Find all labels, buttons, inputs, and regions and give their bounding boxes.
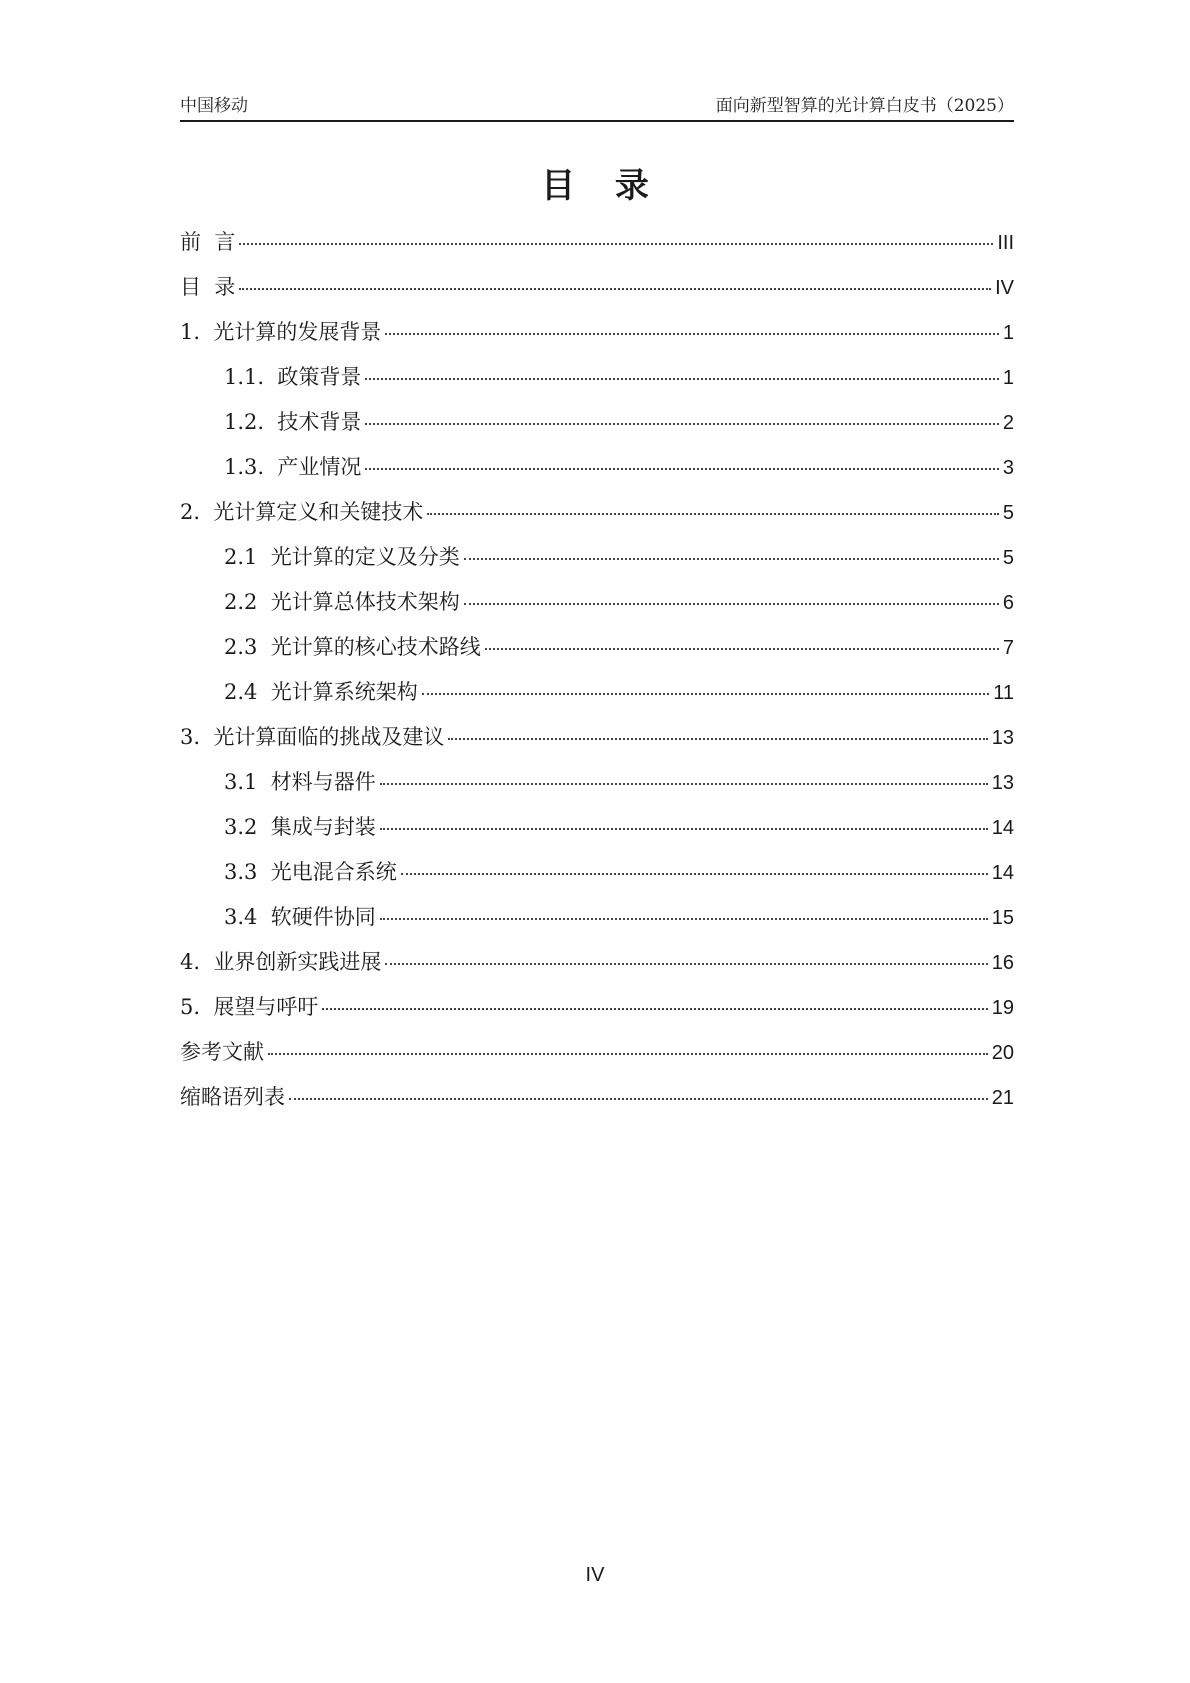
toc-dot-leader xyxy=(380,918,988,920)
toc-entry[interactable] xyxy=(180,901,1014,946)
toc-entry[interactable] xyxy=(180,1081,1014,1126)
toc-entry-label: 3.4 软硬件协同 xyxy=(224,905,376,929)
toc-entry-page: 21 xyxy=(991,1087,1014,1109)
toc-entry-page: 1 xyxy=(1002,322,1014,344)
toc-entry-label: 3.1 材料与器件 xyxy=(224,770,376,794)
toc-dot-leader xyxy=(464,558,999,560)
toc-entry[interactable] xyxy=(180,271,1014,316)
toc-entry[interactable] xyxy=(180,721,1014,766)
header-doc-title: 面向新型智算的光计算白皮书（2025） xyxy=(715,96,1014,116)
toc-entry-label: 2.1 光计算的定义及分类 xyxy=(224,545,460,569)
toc-dot-leader xyxy=(401,873,988,875)
toc-entry-page: 11 xyxy=(993,682,1014,704)
toc-entry-label: 1. 光计算的发展背景 xyxy=(180,320,382,344)
toc-entry-page: 14 xyxy=(991,817,1014,839)
toc-entry[interactable] xyxy=(180,676,1014,721)
toc-dot-leader xyxy=(485,648,999,650)
toc-dot-leader xyxy=(289,1098,988,1100)
toc-entry-page: 15 xyxy=(991,907,1014,929)
toc-entry[interactable] xyxy=(180,586,1014,631)
toc-dot-leader xyxy=(239,288,991,290)
toc-entry-label: 参考文献 xyxy=(180,1040,264,1064)
toc-dot-leader xyxy=(422,693,989,695)
page-title: 目 录 xyxy=(541,166,663,206)
toc-dot-leader xyxy=(322,1008,987,1010)
toc-dot-leader xyxy=(239,243,993,245)
toc-entry-label: 2. 光计算定义和关键技术 xyxy=(180,500,424,524)
toc-entry[interactable] xyxy=(180,1036,1014,1081)
toc-entry-page: 16 xyxy=(991,952,1014,974)
toc-entry-label: 缩略语列表 xyxy=(180,1085,285,1109)
toc-dot-leader xyxy=(385,333,998,335)
toc-dot-leader xyxy=(427,513,998,515)
toc-entry[interactable] xyxy=(180,631,1014,676)
toc-entry-page: 13 xyxy=(991,727,1014,749)
toc-entry-page: 7 xyxy=(1002,637,1014,659)
toc-entry[interactable] xyxy=(180,541,1014,586)
toc-entry[interactable] xyxy=(180,766,1014,811)
toc-entry-label: 目 录 xyxy=(180,275,236,299)
toc-entry[interactable] xyxy=(180,406,1014,451)
toc-entry[interactable] xyxy=(180,496,1014,541)
toc-entry-label: 3. 光计算面临的挑战及建议 xyxy=(180,725,445,749)
header-org: 中国移动 xyxy=(180,96,248,116)
toc-entry[interactable] xyxy=(180,226,1014,271)
toc-dot-leader xyxy=(380,783,988,785)
toc-entry-label: 1.3. 产业情况 xyxy=(224,455,362,479)
toc-dot-leader xyxy=(365,378,998,380)
toc-dot-leader xyxy=(365,468,998,470)
toc-entry[interactable] xyxy=(180,451,1014,496)
toc-entry-page: 13 xyxy=(991,772,1014,794)
toc-entry-page: 19 xyxy=(991,997,1014,1019)
toc-entry-label: 3.3 光电混合系统 xyxy=(224,860,397,884)
toc-entry-label: 4. 业界创新实践进展 xyxy=(180,950,382,974)
toc-dot-leader xyxy=(385,963,987,965)
toc-entry-label: 2.4 光计算系统架构 xyxy=(224,680,418,704)
toc-entry[interactable] xyxy=(180,991,1014,1036)
toc-entry-label: 5. 展望与呼吁 xyxy=(180,995,319,1019)
toc-entry-label: 3.2 集成与封装 xyxy=(224,815,376,839)
toc-entry[interactable] xyxy=(180,946,1014,991)
toc-entry[interactable] xyxy=(180,856,1014,901)
toc-entry-page: 5 xyxy=(1002,547,1014,569)
toc-entry-page: 20 xyxy=(991,1042,1014,1064)
toc-dot-leader xyxy=(464,603,999,605)
toc-entry-label: 前 言 xyxy=(180,230,236,254)
toc-entry-label: 1.1. 政策背景 xyxy=(224,365,362,389)
toc-dot-leader xyxy=(365,423,998,425)
toc-entry-page: 3 xyxy=(1002,457,1014,479)
toc-entry-page: 14 xyxy=(991,862,1014,884)
table-of-contents xyxy=(180,226,1014,1126)
toc-dot-leader xyxy=(380,828,988,830)
toc-dot-leader xyxy=(448,738,987,740)
toc-entry[interactable] xyxy=(180,361,1014,406)
toc-entry-page: 6 xyxy=(1002,592,1014,614)
toc-entry[interactable] xyxy=(180,316,1014,361)
toc-entry-page: IV xyxy=(995,277,1014,299)
toc-entry-page: 5 xyxy=(1002,502,1014,524)
toc-entry-page: 1 xyxy=(1002,367,1014,389)
toc-dot-leader xyxy=(268,1053,988,1055)
toc-entry-page: III xyxy=(997,232,1014,254)
toc-entry-label: 2.3 光计算的核心技术路线 xyxy=(224,635,481,659)
page-number: IV xyxy=(585,1564,605,1586)
toc-entry-label: 1.2. 技术背景 xyxy=(224,410,362,434)
page-header xyxy=(180,88,1014,122)
toc-entry-label: 2.2 光计算总体技术架构 xyxy=(224,590,460,614)
toc-entry[interactable] xyxy=(180,811,1014,856)
toc-entry-page: 2 xyxy=(1002,412,1014,434)
